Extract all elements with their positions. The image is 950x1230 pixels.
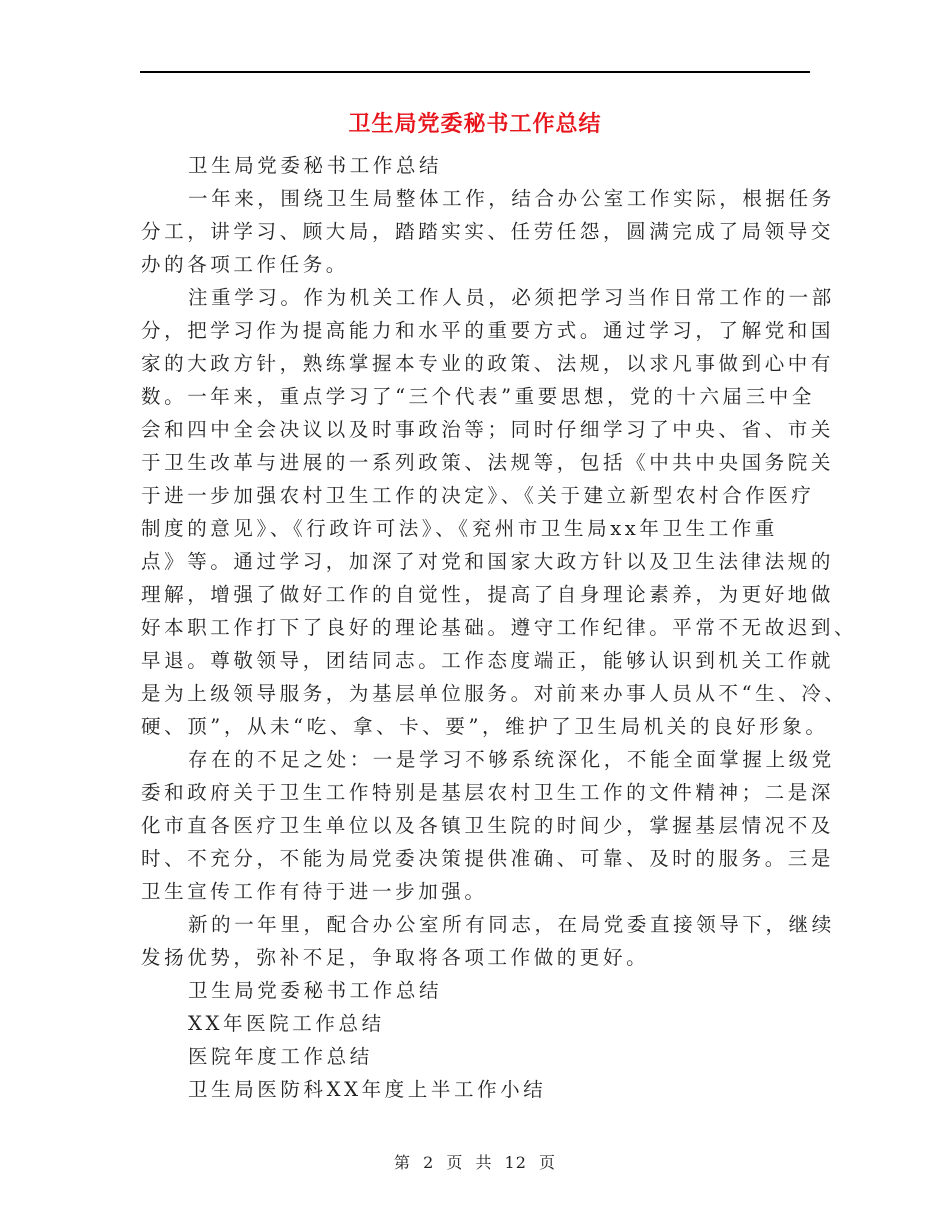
paragraph-line: 好本职工作打下了良好的理论基础。遵守工作纪律。平常不无故迟到、: [141, 616, 858, 639]
paragraph-line: 时、不充分，不能为局党委决策提供准确、可靠、及时的服务。三是: [141, 847, 835, 870]
related-title-line: 卫生局党委秘书工作总结: [188, 979, 443, 1002]
paragraph-line: 注重学习。作为机关工作人员，必须把学习当作日常工作的一部: [188, 286, 835, 309]
paragraph-line: 存在的不足之处：一是学习不够系统深化，不能全面掌握上级党: [188, 748, 835, 771]
paragraph-line: 办的各项工作任务。: [141, 253, 349, 276]
paragraph-line: 制度的意见》、《行政许可法》、《兖州市卫生局xx年卫生工作重: [141, 517, 778, 540]
page-number-footer: 第 2 页 共 12 页: [394, 1153, 556, 1172]
paragraph-line: 新的一年里，配合办公室所有同志，在局党委直接领导下，继续: [188, 913, 835, 936]
paragraph-line: 是为上级领导服务，为基层单位服务。对前来办事人员从不“生、冷、: [141, 682, 848, 705]
paragraph-line: 数。一年来，重点学习了“三个代表”重要思想，党的十六届三中全: [141, 385, 815, 408]
paragraph-line: 卫生宣传工作有待于进一步加强。: [141, 880, 488, 903]
document-title: 卫生局党委秘书工作总结: [348, 112, 602, 137]
paragraph-line: 早退。尊敬领导，团结同志。工作态度端正，能够认识到机关工作就: [141, 649, 835, 672]
paragraph-line: 委和政府关于卫生工作特别是基层农村卫生工作的文件精神；二是深: [141, 781, 835, 804]
paragraph-line: 发扬优势，弥补不足，争取将各项工作做的更好。: [141, 946, 650, 969]
header-rule: [140, 71, 810, 73]
paragraph-line: 一年来，围绕卫生局整体工作，结合办公室工作实际，根据任务: [188, 187, 835, 210]
related-title-line: 医院年度工作总结: [188, 1045, 373, 1068]
paragraph-line: 化市直各医疗卫生单位以及各镇卫生院的时间少，掌握基层情况不及: [141, 814, 835, 837]
paragraph-line: 硬、顶”，从未“吃、拿、卡、要”，维护了卫生局机关的良好形象。: [141, 715, 829, 738]
subtitle-line: 卫生局党委秘书工作总结: [188, 154, 443, 177]
related-title-line: 卫生局医防科XX年度上半工作小结: [188, 1078, 547, 1101]
paragraph-line: 于进一步加强农村卫生工作的决定》、《关于建立新型农村合作医疗: [141, 484, 815, 507]
document-body: [141, 149, 858, 1106]
paragraph-line: 于卫生改革与进展的一系列政策、法规等，包括《中共中央国务院关: [141, 451, 835, 474]
paragraph-line: 会和四中全会决议以及时事政治等；同时仔细学习了中央、省、市关: [141, 418, 835, 441]
paragraph-line: 家的大政方针，熟练掌握本专业的政策、法规，以求凡事做到心中有: [141, 352, 835, 375]
paragraph-line: 分工，讲学习、顾大局，踏踏实实、任劳任怨，圆满完成了局领导交: [141, 220, 835, 243]
paragraph-line: 分，把学习作为提高能力和水平的重要方式。通过学习，了解党和国: [141, 319, 835, 342]
paragraph-line: 理解，增强了做好工作的自觉性，提高了自身理论素养，为更好地做: [141, 583, 835, 606]
paragraph-line: 点》等。通过学习，加深了对党和国家大政方针以及卫生法律法规的: [141, 550, 835, 573]
related-title-line: XX年医院工作总结: [188, 1012, 385, 1035]
